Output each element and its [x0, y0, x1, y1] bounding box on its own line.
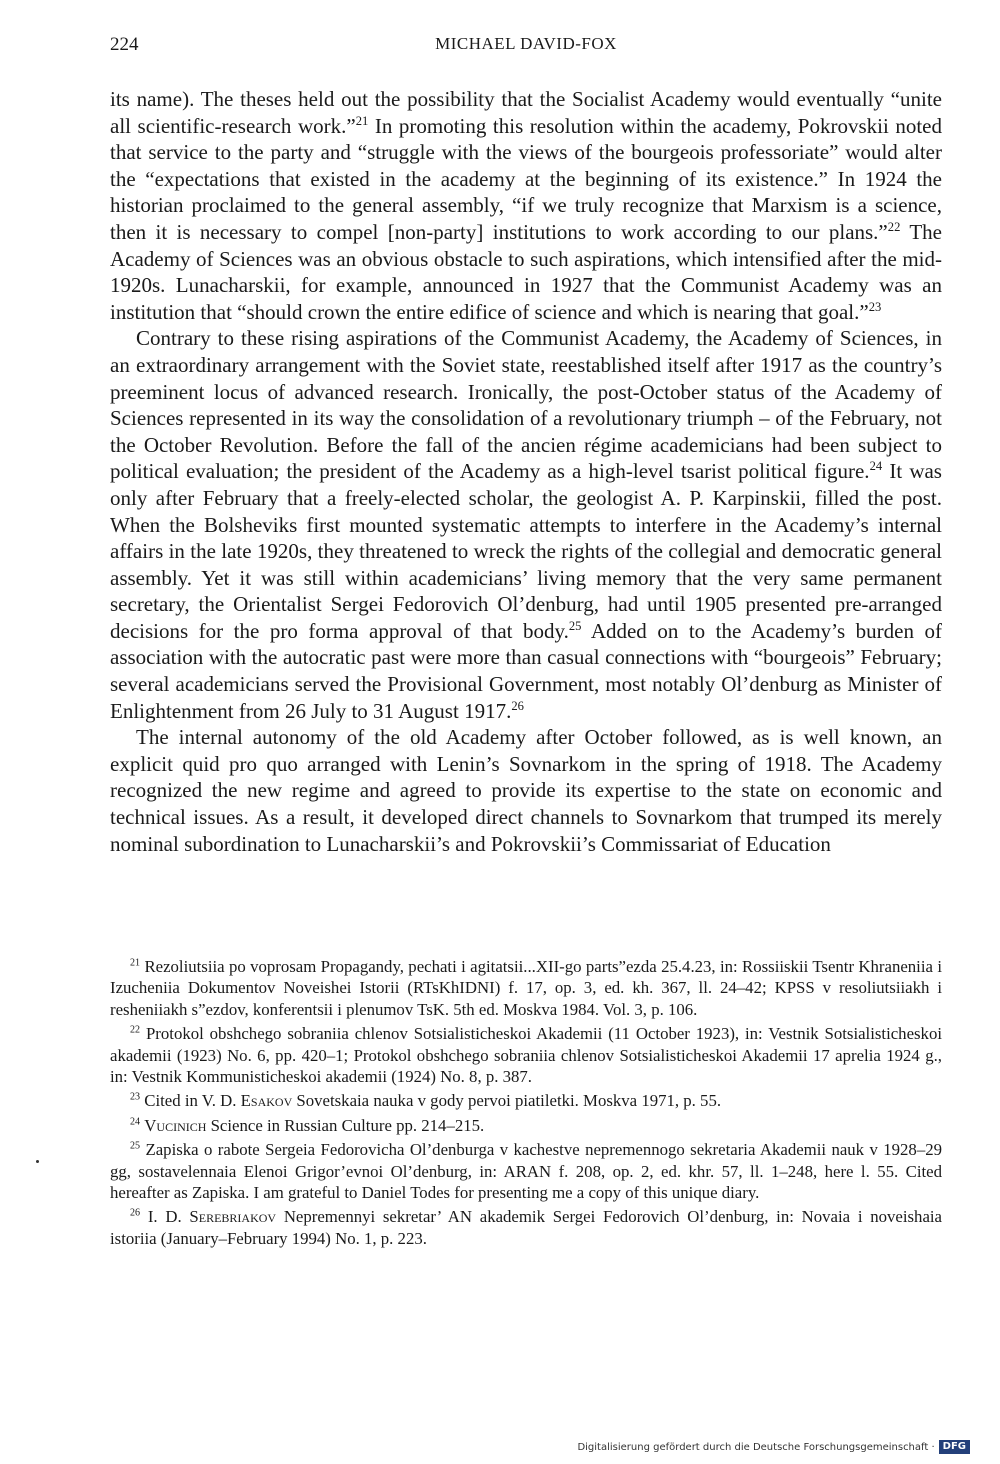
text-run: In promoting this resolution within the academy, Pokrovskii noted that service to the party and “struggle with the views of the bourgeois professoriate” would alter the “expectations that existed in the academy at the beginning of its existence.” In 1924 the historian proclaimed to the general assembly, “if we truly recognize that Marxism is a science, then it is necessary to compel [non-party] institutions to work according to our plans.” [110, 113, 942, 244]
body-paragraph [110, 86, 942, 325]
footnote-ref: 25 [568, 618, 582, 633]
footnote [110, 1139, 942, 1203]
stray-mark [36, 1160, 39, 1163]
body-paragraph [110, 724, 942, 857]
text-run: I. D. [140, 1207, 190, 1227]
footnote [110, 1023, 942, 1087]
author-name: Esakov [240, 1091, 293, 1111]
footnote-number: 26 [130, 1207, 141, 1219]
text-run: Rezoliutsiia po voprosam Propagandy, pechati i agitatsii...XII-go parts”ezda 25.4.23, in: Rossiiskii Tsentr Khraneniia i Izucheniia Dokumentov Noveishei Istorii (RTsKhIDNI) f. 17, op. 3, ed. kh. 367, ll. 24–42; KPSS v resoliutsiiakh i resheniiakh s”ezdov, konferentsii i plenumov TsK. 5th ed. Moskva 1984. Vol. 3, p. 106. [110, 957, 942, 1019]
footnote-number: 23 [130, 1091, 141, 1103]
text-run: The Academy of Sciences was an obvious obstacle to such aspirations, which intensified after the mid-1920s. Lunacharskii, for example, announced in 1927 that the Communist Academy was an institution that “should crown the entire edifice of science and which is nearing that goal.” [110, 219, 942, 324]
footnote-ref: 26 [511, 698, 524, 713]
page-number: 224 [110, 34, 139, 55]
running-head: MICHAEL DAVID-FOX [435, 34, 617, 53]
author-name: Vucinich [144, 1115, 207, 1135]
footnote-ref: 22 [887, 219, 901, 234]
body-paragraph [110, 325, 942, 724]
footnote [110, 956, 942, 1020]
digitization-text: Digitalisierung gefördert durch die Deutsche Forschungsgemeinschaft · [577, 1441, 935, 1453]
footnote [110, 1206, 942, 1249]
page-header [110, 34, 942, 62]
text-run: Science in Russian Culture pp. 214–215. [206, 1115, 485, 1135]
text-run: Sovetskaia nauka v gody pervoi piatiletki. Moskva 1971, p. 55. [292, 1091, 722, 1111]
footnote-number: 21 [130, 957, 141, 969]
footnote-number: 25 [130, 1140, 141, 1152]
text-run: Protokol obshchego sobraniia chlenov Sotsialisticheskoi Akademii (11 October 1923), in: Vestnik Sotsialisticheskoi akademii (1923) No. 6, pp. 420–1; Protokol obshchego sobraniia chlenov Sotsialisticheskoi Akademii 17 aprelia 1924 g., in: Vestnik Kommunisticheskoi akademii (1924) No. 8, p. 387. [110, 1024, 942, 1087]
footnote-ref: 24 [869, 459, 883, 474]
footnote [110, 1115, 942, 1136]
footnote-number: 22 [130, 1024, 141, 1036]
text-run: Added on to the Academy’s burden of association with the autocratic past were more than casual connections with “bourgeois” February; several academicians served the Provisional Government, most notably Ol’denburg as Minister of Enlightenment from 26 July to 31 August 1917. [110, 618, 942, 723]
body-text [110, 86, 942, 857]
text-run: Cited in V. D. [140, 1091, 241, 1111]
text-run: The internal autonomy of the old Academy after October followed, as is well known, an explicit quid pro quo arranged with Lenin’s Sovnarkom in the spring of 1918. The Academy recognized the new regime and agreed to provide its expertise to the state on economic and technical issues. As a result, it developed direct channels to Sovnarkom that trumped its merely nominal subordination to Lunacharskii’s and Pokrovskii’s Commissariat of Education [110, 725, 942, 856]
digitization-note [577, 1440, 970, 1454]
text-run: its name). The theses held out the possibility that the Socialist Academy would eventually “unite all scientific-research work.” [110, 87, 942, 138]
author-name: Serebriakov [189, 1207, 277, 1227]
text-run: Nepremennyi sekretar’ AN akademik Sergei Fedorovich Ol’denburg, in: Novaia i noveishaia istoriia (January–February 1994) No. 1, p. 223. [110, 1207, 943, 1248]
footnote-ref: 21 [355, 113, 369, 128]
text-run: It was only after February that a freely-elected scholar, the geologist A. P. Karpinskii, filled the post. When the Bolsheviks first mounted systematic attempts to interfere in the Academy’s internal affairs in the late 1920s, they threatened to wreck the rights of the collegial and democratic general assembly. Yet it was still within academicians’ living memory that the very same permanent secretary, the Orientalist Sergei Fedorovich Ol’denburg, had until 1905 presented pre-arranged decisions for the pro forma approval of that body. [110, 459, 942, 643]
dfg-logo: DFG [939, 1440, 970, 1454]
footnote-ref: 23 [868, 299, 882, 314]
footnote-number: 24 [130, 1116, 141, 1128]
footnote [110, 1090, 942, 1111]
footnotes [110, 956, 942, 1252]
text-run: Zapiska o rabote Sergeia Fedorovicha Ol’denburga v kachestve nepremennogo sekretaria Akademii nauk v 1928–29 gg, sostavelennaia Elenoi Grigor’evnoi Ol’denburg, in: ARAN f. 208, op. 2, ed. khr. 57, ll. 1–248, here l. 55. Cited hereafter as Zapiska. I am grateful to Daniel Todes for presenting me a copy of this unique diary. [110, 1140, 942, 1203]
text-run: Contrary to these rising aspirations of the Communist Academy, the Academy of Sciences, in an extraordinary arrangement with the Soviet state, reestablished itself after 1917 as the country’s preeminent locus of advanced research. Ironically, the post-October status of the Academy of Sciences represented in its way the consolidation of a revolutionary triumph – of the February, not the October Revolution. Before the fall of the ancien régime academicians had been subject to political evaluation; the president of the Academy as a high-level tsarist political figure. [110, 326, 942, 484]
